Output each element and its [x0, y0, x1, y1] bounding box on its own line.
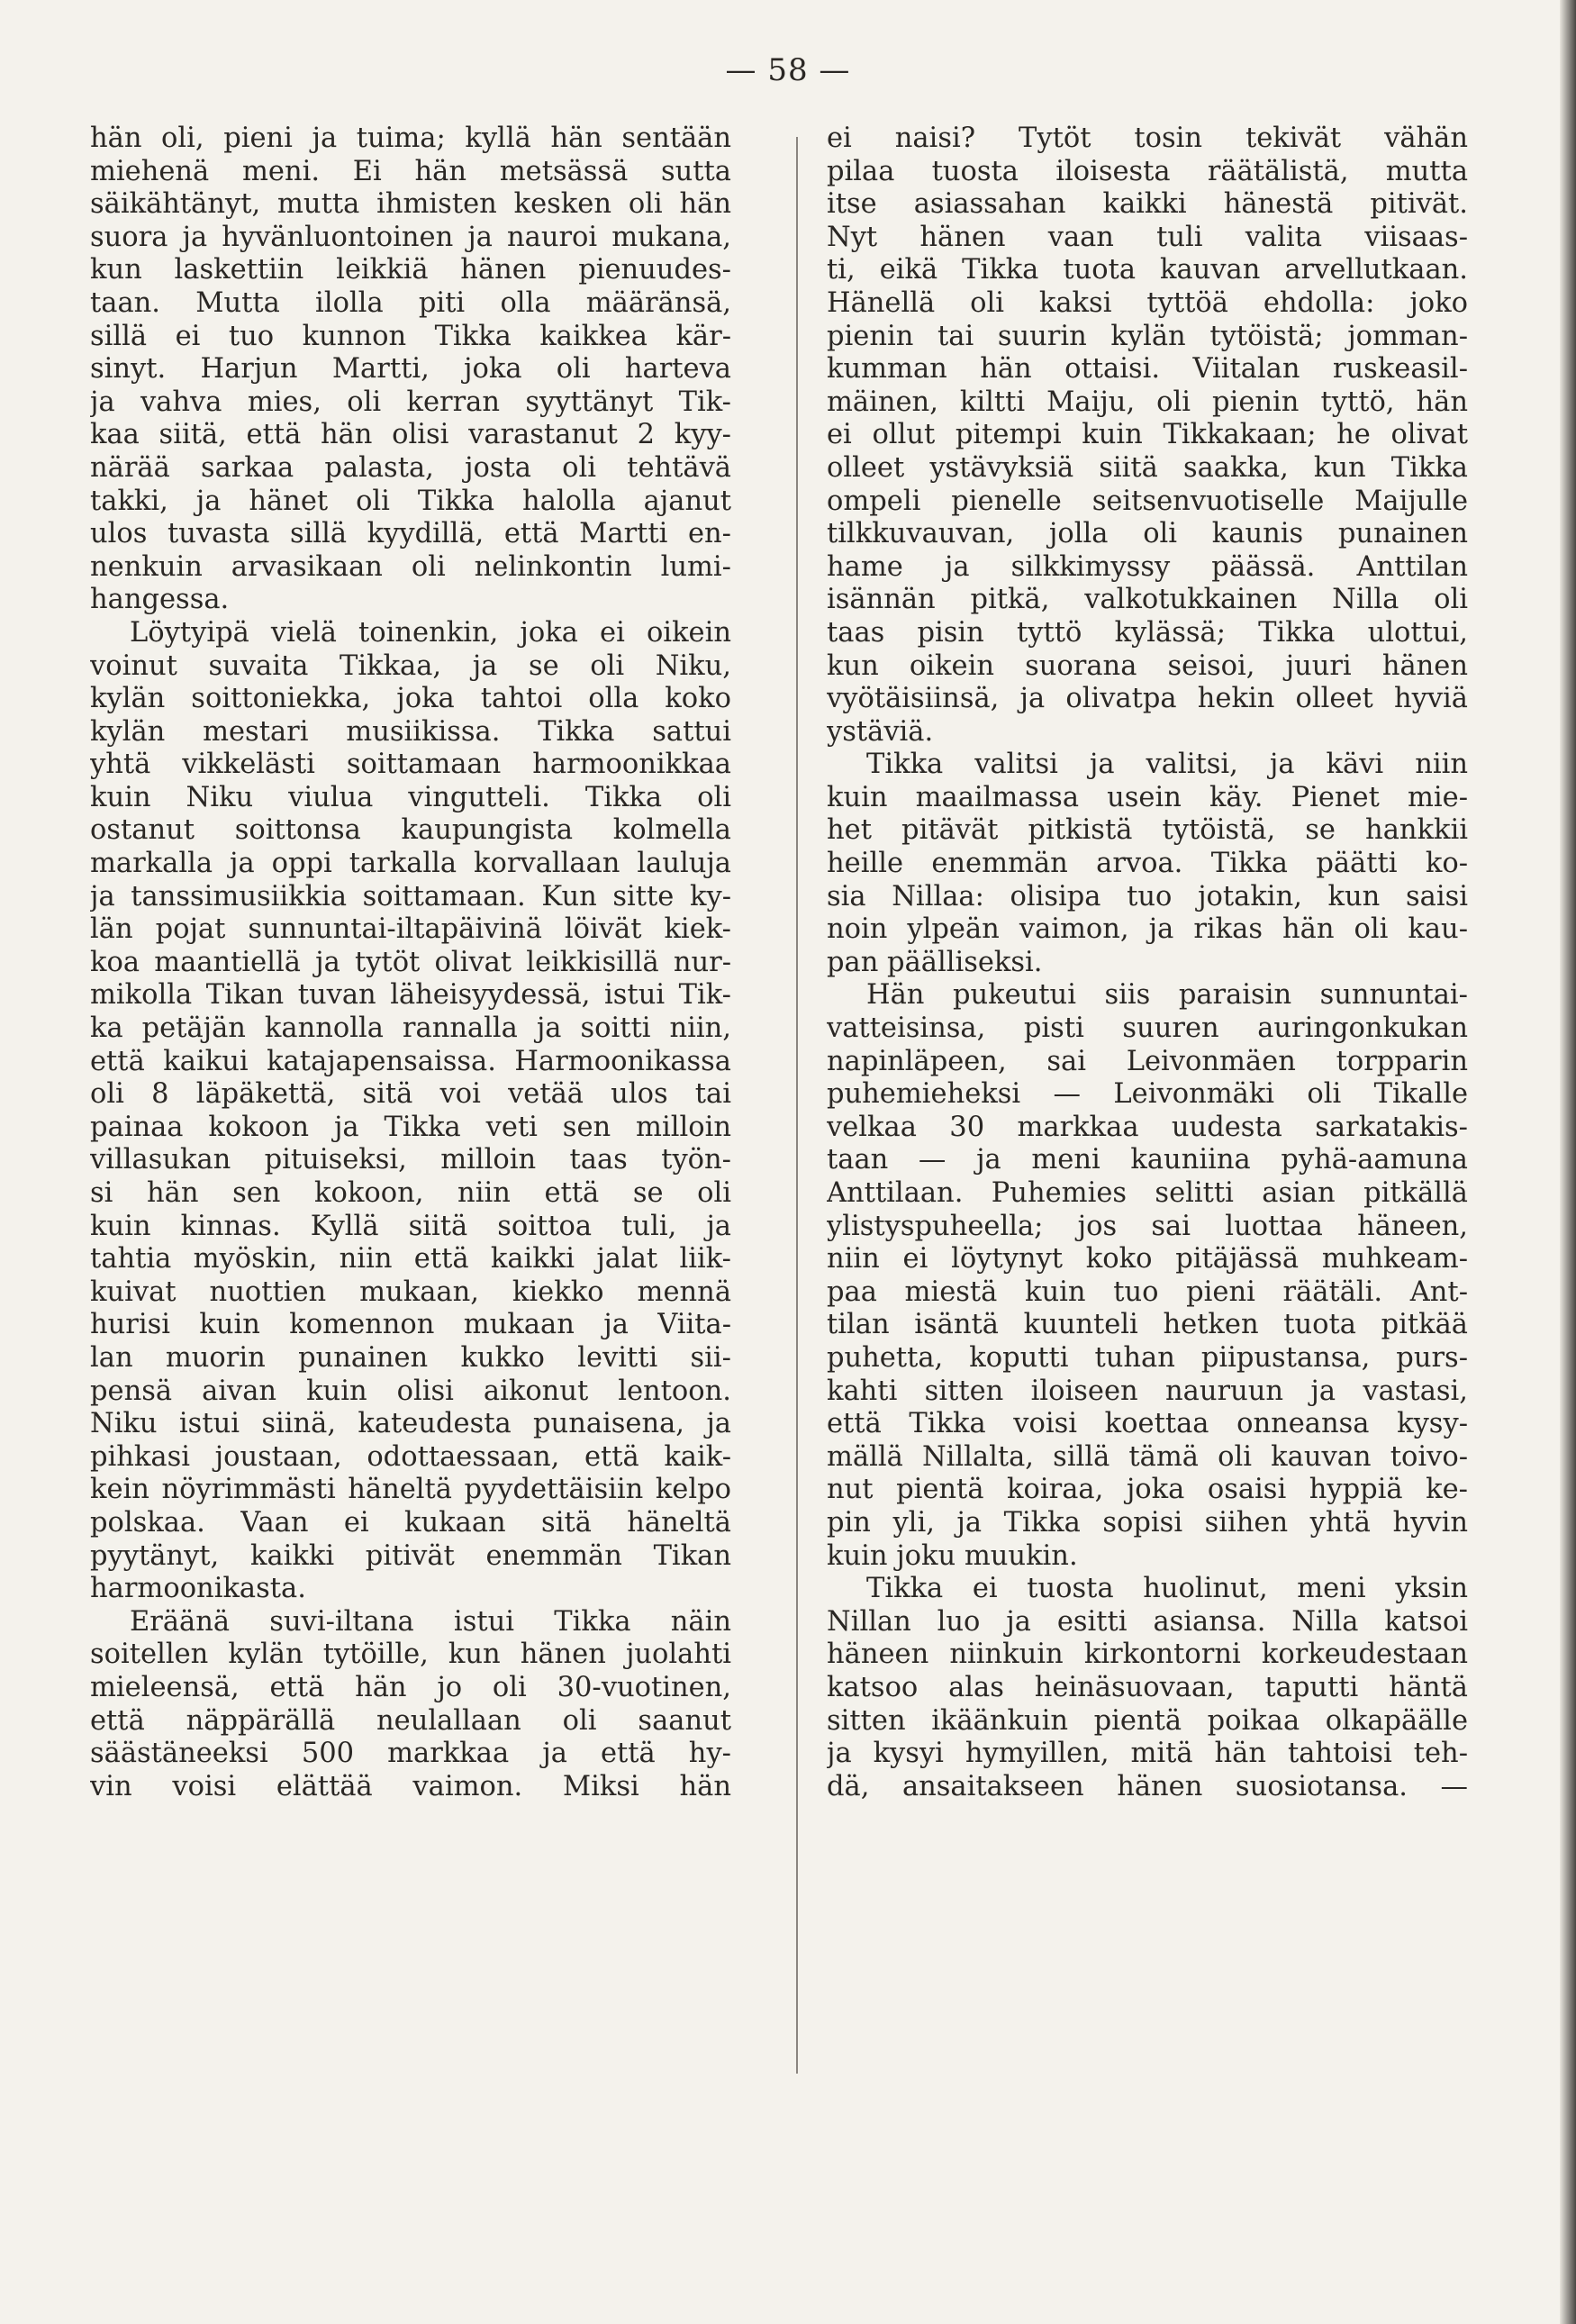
text-line: sillä ei tuo kunnon Tikka kaikkea kär- — [90, 320, 731, 352]
right-column — [827, 123, 1468, 1803]
text-line: närää sarkaa palasta, josta oli tehtävä — [90, 451, 731, 484]
text-line: säikähtänyt, mutta ihmisten kesken oli hän — [90, 188, 731, 221]
text-line: yhtä vikkelästi soittamaan harmoonikkaa — [90, 749, 731, 781]
text-line: takki, ja hänet oli Tikka halolla ajanut — [90, 485, 731, 517]
text-line: pan päälliseksi. — [827, 946, 1043, 978]
text-line: vatteisinsa, pisti suuren auringonkukan — [827, 1012, 1468, 1045]
text-line: mikolla Tikan tuvan läheisyydessä, istui Tik- — [90, 979, 731, 1012]
text-line: kein nöyrimmästi häneltä pyydettäisiin kelpo — [90, 1474, 731, 1506]
text-line: Löytyipä vielä toinenkin, joka ei oikein — [130, 616, 731, 649]
text-line: nut pientä koiraa, joka osaisi hyppiä ke- — [827, 1474, 1468, 1506]
text-line: kumman hän ottaisi. Viitalan ruskeasil- — [827, 353, 1468, 386]
text-line: sinyt. Harjun Martti, joka oli harteva — [90, 353, 731, 386]
left-column — [90, 123, 731, 1803]
text-line: noin ylpeän vaimon, ja rikas hän oli kau- — [827, 913, 1468, 946]
text-line: pin yli, ja Tikka sopisi siihen yhtä hyvin — [827, 1506, 1468, 1539]
text-line: ystäviä. — [827, 715, 934, 748]
text-line: ompeli pienelle seitsenvuotiselle Maijulle — [827, 485, 1468, 517]
text-line: villasukan pituiseksi, milloin taas työn- — [90, 1144, 731, 1176]
text-line: ulos tuvasta sillä kyydillä, että Martti en- — [90, 518, 731, 550]
text-line: ei ollut pitempi kuin Tikkakaan; he olivat — [827, 419, 1468, 451]
text-line: Eräänä suvi-iltana istui Tikka näin — [130, 1605, 731, 1638]
text-line: ylistyspuheella; jos sai luottaa häneen, — [827, 1210, 1468, 1242]
text-line: Niku istui siinä, kateudesta punaisena, ja — [90, 1408, 731, 1440]
text-line: Anttilaan. Puhemies selitti asian pitkällä — [827, 1177, 1468, 1209]
text-line: puhemieheksi — Leivonmäki oli Tikalle — [827, 1078, 1468, 1111]
text-line: kuin maailmassa usein käy. Pienet mie- — [827, 781, 1468, 813]
text-line: harmoonikasta. — [90, 1573, 306, 1605]
text-line: isännän pitkä, valkotukkainen Nilla oli — [827, 584, 1468, 616]
text-line: taan. Mutta ilolla piti olla määränsä, — [90, 286, 731, 319]
text-line: kahti sitten iloiseen nauruun ja vastasi, — [827, 1375, 1468, 1407]
text-line: soitellen kylän tytöille, kun hänen juolahti — [90, 1639, 731, 1671]
text-line: velkaa 30 markkaa uudesta sarkatakis- — [827, 1111, 1468, 1143]
text-line: si hän sen kokoon, niin että se oli — [90, 1177, 731, 1209]
text-line: Nyt hänen vaan tuli valita viisaas- — [827, 221, 1468, 253]
text-line: kun laskettiin leikkiä hänen pienuudes- — [90, 254, 731, 286]
text-line: taan — ja meni kauniina pyhä-aamuna — [827, 1144, 1468, 1176]
text-line: kaa siitä, että hän olisi varastanut 2 kyy- — [90, 419, 731, 451]
text-line: kuin Niku viulua vingutteli. Tikka oli — [90, 781, 731, 813]
text-line: kylän mestari musiikissa. Tikka sattui — [90, 715, 731, 748]
text-line: vyötäisiinsä, ja olivatpa hekin olleet hyviä — [827, 683, 1468, 715]
text-line: heille enemmän arvoa. Tikka päätti ko- — [827, 848, 1468, 880]
text-line: koa maantiellä ja tytöt olivat leikkisillä nur- — [90, 946, 731, 978]
text-line: het pitävät pitkistä tytöistä, se hankkii — [827, 814, 1468, 847]
text-line: tilan isäntä kuunteli hetken tuota pitkää — [827, 1309, 1468, 1341]
text-line: häneen niinkuin kirkontorni korkeudestaan — [827, 1639, 1468, 1671]
text-line: ja kysyi hymyillen, mitä hän tahtoisi teh- — [827, 1738, 1468, 1770]
text-line: hangessa. — [90, 584, 230, 616]
text-line: paa miestä kuin tuo pieni räätäli. Ant- — [827, 1275, 1468, 1308]
text-line: Tikka ei tuosta huolinut, meni yksin — [866, 1573, 1468, 1605]
text-line: Tikka valitsi ja valitsi, ja kävi niin — [866, 749, 1468, 781]
text-line: sitten ikäänkuin pientä poikaa olkapäälle — [827, 1704, 1468, 1737]
text-line: hurisi kuin komennon mukaan ja Viita- — [90, 1309, 731, 1341]
text-line: pienin tai suurin kylän tytöistä; jomman- — [827, 320, 1468, 352]
text-line: pilaa tuosta iloisesta räätälistä, mutta — [827, 155, 1468, 187]
text-line: mäinen, kiltti Maiju, oli pienin tyttö, hän — [827, 386, 1468, 418]
text-line: tilkkuvauvan, jolla oli kaunis punainen — [827, 518, 1468, 550]
text-line: ja vahva mies, oli kerran syyttänyt Tik- — [90, 386, 731, 418]
text-line: hame ja silkkimyssy päässä. Anttilan — [827, 550, 1468, 583]
text-line: ja tanssimusiikkia soittamaan. Kun sitte ky- — [90, 880, 731, 912]
column-divider — [796, 137, 798, 2074]
text-line: itse asiassahan kaikki hänestä pitivät. — [827, 188, 1468, 221]
text-line: niin ei löytynyt koko pitäjässä muhkeam- — [827, 1243, 1468, 1275]
text-line: kuin kinnas. Kyllä siitä soittoa tuli, ja — [90, 1210, 731, 1242]
text-line: kun oikein suorana seisoi, juuri hänen — [827, 649, 1468, 682]
text-line: napinläpeen, sai Leivonmäen torpparin — [827, 1045, 1468, 1077]
text-line: että Tikka voisi koettaa onneansa kysy- — [827, 1408, 1468, 1440]
text-line: nenkuin arvasikaan oli nelinkontin lumi- — [90, 550, 731, 583]
text-line: olleet ystävyksiä siitä saakka, kun Tikka — [827, 451, 1468, 484]
text-line: pihkasi joustaan, odottaessaan, että kaik- — [90, 1440, 731, 1473]
page-number: — 58 — — [725, 52, 851, 88]
text-line: ka petäjän kannolla rannalla ja soitti niin, — [90, 1012, 731, 1045]
text-line: markalla ja oppi tarkalla korvallaan lauluja — [90, 848, 731, 880]
text-line: miehenä meni. Ei hän metsässä sutta — [90, 155, 731, 187]
text-line: että näppärällä neulallaan oli saanut — [90, 1704, 731, 1737]
text-line: hän oli, pieni ja tuima; kyllä hän sentään — [90, 123, 731, 154]
text-line: mieleensä, että hän jo oli 30-vuotinen, — [90, 1671, 731, 1703]
text-line: Nillan luo ja esitti asiansa. Nilla katsoi — [827, 1605, 1468, 1638]
text-line: Hän pukeutui siis paraisin sunnuntai- — [866, 979, 1468, 1012]
page-edge-shadow — [1560, 0, 1576, 2324]
text-line: katsoo alas heinäsuovaan, taputti häntä — [827, 1671, 1468, 1703]
text-line: suora ja hyvänluontoinen ja nauroi mukana, — [90, 221, 731, 253]
text-line: pyytänyt, kaikki pitivät enemmän Tikan — [90, 1539, 731, 1572]
text-line: ei naisi? Tytöt tosin tekivät vähän — [827, 123, 1468, 154]
text-line: lan muorin punainen kukko levitti sii- — [90, 1341, 731, 1374]
text-line: sia Nillaa: olisipa tuo jotakin, kun saisi — [827, 880, 1468, 912]
text-line: säästäneeksi 500 markkaa ja että hy- — [90, 1738, 731, 1770]
text-line: oli 8 läpäkettä, sitä voi vetää ulos tai — [90, 1078, 731, 1111]
text-line: Hänellä oli kaksi tyttöä ehdolla: joko — [827, 286, 1468, 319]
text-line: painaa kokoon ja Tikka veti sen milloin — [90, 1111, 731, 1143]
text-line: dä, ansaitakseen hänen suosiotansa. — — [827, 1770, 1468, 1802]
text-line: ti, eikä Tikka tuota kauvan arvellutkaan. — [827, 254, 1468, 286]
text-line: taas pisin tyttö kylässä; Tikka ulottui, — [827, 616, 1468, 649]
text-line: kylän soittoniekka, joka tahtoi olla koko — [90, 683, 731, 715]
text-line: kuivat nuottien mukaan, kiekko mennä — [90, 1275, 731, 1308]
text-line: kuin joku muukin. — [827, 1539, 1078, 1572]
text-line: tahtia myöskin, niin että kaikki jalat liik- — [90, 1243, 731, 1275]
text-line: vin voisi elättää vaimon. Miksi hän — [90, 1770, 731, 1802]
text-line: että kaikui katajapensaissa. Harmoonikassa — [90, 1045, 731, 1077]
text-line: pensä aivan kuin olisi aikonut lentoon. — [90, 1375, 731, 1407]
text-line: voinut suvaita Tikkaa, ja se oli Niku, — [90, 649, 731, 682]
text-line: polskaa. Vaan ei kukaan sitä häneltä — [90, 1506, 731, 1539]
text-line: mällä Nillalta, sillä tämä oli kauvan toivo- — [827, 1440, 1468, 1473]
text-line: puhetta, koputti tuhan piipustansa, purs- — [827, 1341, 1468, 1374]
text-line: län pojat sunnuntai-iltapäivinä löivät kiek- — [90, 913, 731, 946]
text-line: ostanut soittonsa kaupungista kolmella — [90, 814, 731, 847]
